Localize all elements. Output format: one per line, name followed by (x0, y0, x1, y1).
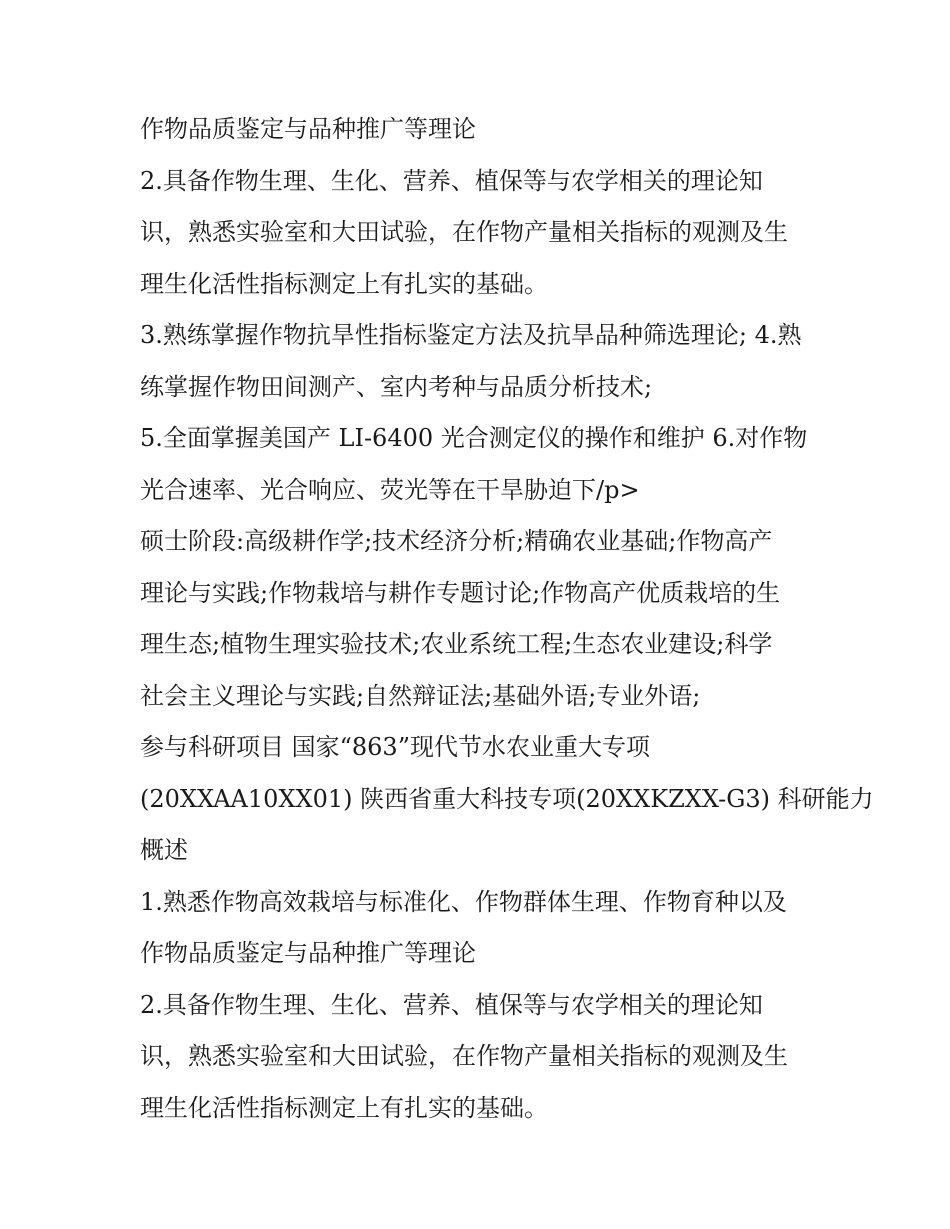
text-line: 2.具备作物生理、生化、营养、植保等与农学相关的理论知 (140, 166, 763, 195)
document-body (140, 104, 874, 1134)
text-line: (20XXAA10XX01) 陕西省重大科技专项(20XXKZXX-G3) 科研能力 (140, 784, 874, 813)
text-line: 练掌握作物田间测产、室内考种与品质分析技术; (140, 372, 653, 401)
text-line: 理生化活性指标测定上有扎实的基础。 (140, 269, 548, 298)
text-line: 社会主义理论与实践;自然辩证法;基础外语;专业外语; (140, 681, 701, 710)
text-line: 2.具备作物生理、生化、营养、植保等与农学相关的理论知 (140, 990, 763, 1019)
text-line: 识，熟悉实验室和大田试验，在作物产量相关指标的观测及生 (140, 218, 788, 246)
text-line: 参与科研项目 国家“863”现代节水农业重大专项 (140, 733, 650, 761)
text-line: 理论与实践;作物栽培与耕作专题讨论;作物高产优质栽培的生 (140, 578, 781, 607)
text-line: 概述 (140, 836, 188, 864)
text-line: 光合速率、光合响应、荧光等在干旱胁迫下/p> (140, 475, 640, 504)
text-line: 3.熟练掌握作物抗旱性指标鉴定方法及抗旱品种筛选理论; 4.熟 (140, 321, 802, 349)
text-line: 理生化活性指标测定上有扎实的基础。 (140, 1093, 548, 1122)
text-line: 5.全面掌握美国产 LI-6400 光合测定仪的操作和维护 6.对作物 (140, 424, 808, 452)
text-line: 识，熟悉实验室和大田试验，在作物产量相关指标的观测及生 (140, 1042, 788, 1070)
text-line: 作物品质鉴定与品种推广等理论 (140, 115, 476, 143)
text-line: 理生态;植物生理实验技术;农业系统工程;生态农业建设;科学 (140, 630, 773, 658)
text-line: 作物品质鉴定与品种推广等理论 (140, 939, 476, 967)
text-line: 1.熟悉作物高效栽培与标准化、作物群体生理、作物育种以及 (140, 887, 787, 916)
text-line: 硕士阶段:高级耕作学;技术经济分析;精确农业基础;作物高产 (140, 527, 773, 555)
